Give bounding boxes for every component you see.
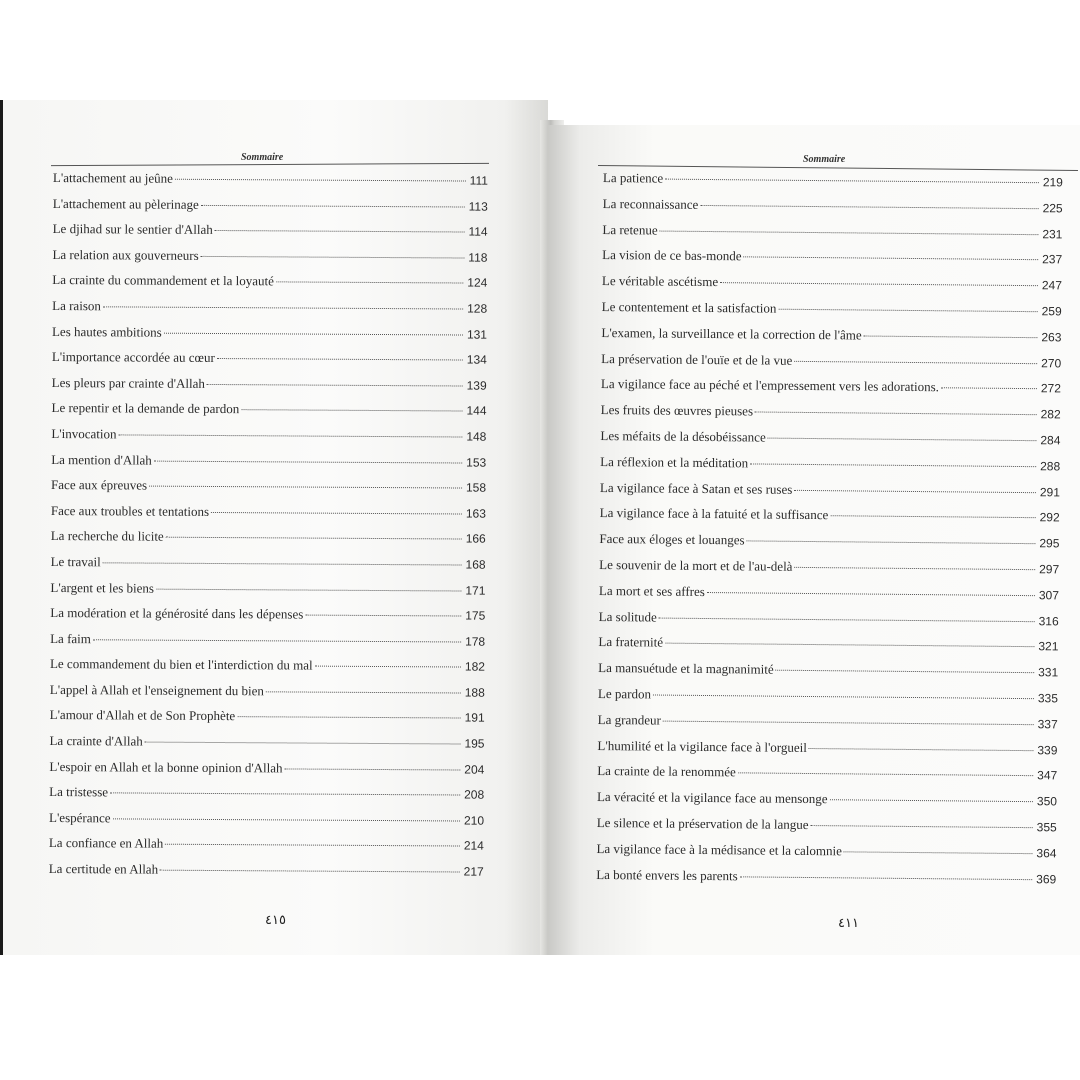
toc-entry-title: Le souvenir de la mort et de l'au-delà <box>599 556 793 574</box>
toc-entry <box>51 528 486 556</box>
toc-entry <box>49 759 484 787</box>
toc-entry-title: Les pleurs par crainte d'Allah <box>51 374 205 391</box>
toc-leader-dots <box>941 388 1037 390</box>
toc-entry-title: La vision de ce bas-monde <box>602 247 742 264</box>
toc-entry-title: La bonté envers les parents <box>596 866 738 883</box>
toc-entry-title: La reconnaissance <box>602 195 699 212</box>
right-toc-list <box>596 170 1063 897</box>
toc-entry-page: 355 <box>1036 820 1057 835</box>
toc-leader-dots <box>809 748 1033 751</box>
toc-entry <box>49 810 484 838</box>
toc-entry <box>52 349 487 377</box>
toc-entry-page: 364 <box>1036 845 1057 861</box>
toc-entry-title: Le commandement du bien et l'interdiction du mal <box>49 656 313 673</box>
toc-entry <box>53 221 488 249</box>
toc-leader-dots <box>237 717 460 719</box>
toc-leader-dots <box>830 516 1035 519</box>
toc-leader-dots <box>811 825 1033 828</box>
toc-leader-dots <box>160 870 460 873</box>
toc-entry-title: La vigilance face à Satan et ses ruses <box>599 479 793 497</box>
toc-entry-page: 163 <box>465 506 486 521</box>
toc-leader-dots <box>266 691 461 693</box>
toc-entry-title: Face aux épreuves <box>51 477 148 493</box>
toc-entry-page: 259 <box>1041 304 1062 319</box>
toc-entry-page: 339 <box>1037 742 1058 757</box>
toc-leader-dots <box>201 204 465 207</box>
toc-leader-dots <box>747 541 1036 545</box>
toc-leader-dots <box>164 332 463 335</box>
toc-entry-page: 111 <box>469 173 488 188</box>
toc-leader-dots <box>201 256 465 259</box>
toc-leader-dots <box>119 434 463 437</box>
toc-leader-dots <box>241 409 462 411</box>
toc-entry-title: La raison <box>52 297 101 314</box>
toc-entry-title: Le pardon <box>597 685 652 702</box>
toc-entry <box>596 866 1056 896</box>
toc-entry-page: 113 <box>468 199 488 214</box>
toc-leader-dots <box>653 694 1034 699</box>
toc-entry-title: La patience <box>602 170 664 186</box>
toc-entry-title: La crainte de la renommée <box>597 763 736 780</box>
toc-leader-dots <box>154 460 462 463</box>
toc-entry-title: Le djihad sur le sentier d'Allah <box>52 221 213 238</box>
toc-entry-page: 118 <box>468 250 488 265</box>
toc-leader-dots <box>740 876 1032 880</box>
toc-entry-page: 217 <box>463 864 484 879</box>
toc-leader-dots <box>149 486 462 489</box>
toc-entry <box>53 170 488 198</box>
toc-leader-dots <box>665 643 1034 648</box>
right-page <box>548 125 1080 955</box>
toc-entry-page: 316 <box>1038 613 1059 628</box>
toc-leader-dots <box>794 489 1036 492</box>
toc-entry-page: 350 <box>1036 794 1058 809</box>
toc-entry-title: La fraternité <box>598 634 664 650</box>
toc-entry-title: Les méfaits de la désobéissance <box>600 427 766 445</box>
toc-leader-dots <box>663 720 1034 725</box>
toc-leader-dots <box>768 438 1037 442</box>
toc-leader-dots <box>165 844 460 847</box>
toc-entry-title: La vigilance face à la médisance et la calomnie <box>596 840 842 859</box>
toc-entry-page: 347 <box>1037 768 1058 783</box>
toc-entry-page: 158 <box>465 480 487 495</box>
toc-leader-dots <box>755 412 1037 416</box>
toc-entry <box>49 861 484 889</box>
toc-leader-dots <box>794 567 1035 570</box>
toc-entry-page: 153 <box>466 455 487 470</box>
right-page-header: Sommaire <box>803 154 846 165</box>
toc-entry-title: L'humilité et la vigilance face à l'orgueil <box>597 737 808 755</box>
toc-leader-dots <box>207 384 463 387</box>
toc-entry-title: Face aux éloges et louanges <box>599 531 745 548</box>
toc-entry-page: 292 <box>1039 510 1060 525</box>
toc-entry-page: 284 <box>1040 433 1061 448</box>
toc-leader-dots <box>156 588 461 591</box>
toc-leader-dots <box>145 742 461 745</box>
toc-entry-page: 337 <box>1037 716 1058 732</box>
toc-entry-title: La réflexion et la méditation <box>600 453 749 471</box>
toc-entry-page: 231 <box>1042 226 1063 242</box>
toc-entry-page: 134 <box>466 352 487 367</box>
toc-entry-title: L'invocation <box>51 425 117 442</box>
toc-leader-dots <box>830 799 1033 802</box>
toc-entry <box>53 196 488 224</box>
toc-entry-page: 131 <box>466 327 488 342</box>
toc-entry-title: La vigilance face au péché et l'empressement vers les adorations. <box>600 376 940 395</box>
toc-leader-dots <box>276 282 463 284</box>
toc-leader-dots <box>110 793 460 796</box>
toc-entry-title: La mansuétude et la magnanimité <box>598 660 774 677</box>
toc-entry <box>51 477 486 505</box>
toc-entry <box>51 452 486 480</box>
toc-leader-dots <box>750 463 1036 467</box>
toc-entry-page: 282 <box>1040 407 1061 422</box>
toc-entry-title: L'attachement au pèlerinage <box>52 195 199 212</box>
toc-entry-page: 270 <box>1041 355 1062 370</box>
toc-entry-title: Le repentir et la demande de pardon <box>51 400 240 417</box>
toc-leader-dots <box>844 851 1033 854</box>
toc-entry-page: 321 <box>1038 639 1059 654</box>
toc-entry <box>49 835 484 863</box>
toc-leader-dots <box>659 617 1035 622</box>
toc-entry-title: Face aux troubles et tentations <box>50 502 210 519</box>
toc-leader-dots <box>707 592 1035 596</box>
toc-entry <box>50 682 485 710</box>
toc-entry-title: Le contentement et la satisfaction <box>601 298 777 316</box>
toc-leader-dots <box>285 768 461 770</box>
toc-entry-page: 297 <box>1039 562 1060 577</box>
right-page-number: ٤١١ <box>838 915 859 930</box>
toc-entry-title: L'examen, la surveillance et la correction de l'âme <box>601 324 862 343</box>
toc-entry-page: 335 <box>1037 691 1059 706</box>
toc-entry-title: La vigilance face à la fatuité et la suffisance <box>599 505 829 523</box>
toc-entry <box>49 733 484 761</box>
toc-leader-dots <box>166 537 462 540</box>
toc-entry-page: 291 <box>1039 484 1060 499</box>
toc-entry-title: La crainte du commandement et la loyauté <box>52 272 275 289</box>
toc-entry-page: 114 <box>468 224 488 239</box>
toc-entry-title: Les fruits des œuvres pieuses <box>600 402 754 419</box>
toc-entry-title: La recherche du licite <box>50 528 164 544</box>
toc-entry-title: Le travail <box>50 553 101 570</box>
toc-entry-page: 204 <box>464 762 485 777</box>
open-book <box>0 100 1080 955</box>
toc-leader-dots <box>315 666 461 668</box>
toc-leader-dots <box>660 230 1039 235</box>
toc-entry <box>50 707 485 735</box>
toc-leader-dots <box>103 562 462 565</box>
toc-entry-page: 175 <box>465 608 486 623</box>
toc-entry <box>52 298 487 326</box>
toc-entry-title: L'importance accordée au cœur <box>51 349 215 366</box>
toc-entry-page: 182 <box>464 659 486 674</box>
toc-leader-dots <box>305 615 461 617</box>
toc-entry-title: La certitude en Allah <box>48 861 159 877</box>
toc-entry-page: 369 <box>1036 871 1057 886</box>
toc-entry-page: 128 <box>467 301 488 316</box>
toc-entry-page: 171 <box>465 583 486 598</box>
toc-leader-dots <box>103 306 463 309</box>
toc-entry-title: Les hautes ambitions <box>51 323 162 340</box>
toc-entry-page: 195 <box>464 736 485 751</box>
toc-entry-title: L'argent et les biens <box>50 579 155 596</box>
toc-entry <box>50 579 485 607</box>
toc-entry-page: 247 <box>1041 278 1062 293</box>
toc-entry-page: 307 <box>1038 587 1060 603</box>
toc-entry-title: L'appel à Allah et l'enseignement du bien <box>49 681 264 699</box>
toc-entry-page: 168 <box>465 557 486 572</box>
toc-entry-title: La confiance en Allah <box>48 835 164 852</box>
toc-leader-dots <box>665 179 1039 184</box>
toc-entry <box>50 605 485 633</box>
toc-leader-dots <box>744 257 1039 261</box>
toc-entry-title: La grandeur <box>597 711 661 728</box>
toc-entry-title: La mort et ses affres <box>598 582 705 599</box>
toc-entry-title: La véracité et la vigilance face au mensonge <box>596 789 828 807</box>
toc-leader-dots <box>864 335 1038 338</box>
toc-entry-page: 188 <box>464 685 485 700</box>
toc-entry <box>52 247 487 275</box>
toc-entry-title: La faim <box>50 630 91 646</box>
toc-entry-page: 124 <box>467 275 488 291</box>
toc-entry <box>51 400 486 428</box>
toc-entry <box>52 375 487 403</box>
toc-entry-page: 139 <box>466 378 487 393</box>
toc-entry-title: La crainte d'Allah <box>49 733 143 749</box>
toc-entry-title: L'espérance <box>48 809 111 826</box>
left-toc-list <box>49 170 488 889</box>
left-page-header: Sommaire <box>241 152 284 163</box>
toc-entry <box>49 784 484 812</box>
toc-entry-page: 272 <box>1040 381 1061 396</box>
toc-entry-page: 178 <box>465 634 486 649</box>
toc-entry-page: 191 <box>464 710 485 726</box>
toc-entry-title: La tristesse <box>49 784 109 800</box>
toc-entry-page: 331 <box>1038 665 1059 680</box>
toc-entry-title: La retenue <box>602 221 658 238</box>
left-page <box>0 100 548 955</box>
toc-leader-dots <box>720 282 1038 286</box>
toc-leader-dots <box>217 358 463 361</box>
toc-entry-page: 166 <box>465 531 486 546</box>
toc-entry-title: Le véritable ascétisme <box>601 273 719 290</box>
toc-entry-title: La solitude <box>598 608 657 625</box>
toc-leader-dots <box>175 179 466 182</box>
toc-entry-page: 219 <box>1042 175 1063 190</box>
toc-entry-title: Le silence et la préservation de la langue <box>596 814 809 832</box>
toc-entry-page: 210 <box>463 813 485 828</box>
toc-entry-page: 263 <box>1041 329 1062 345</box>
toc-leader-dots <box>778 309 1037 312</box>
toc-entry-page: 288 <box>1040 458 1061 474</box>
toc-leader-dots <box>113 818 460 821</box>
toc-entry-page: 148 <box>466 429 487 444</box>
toc-entry <box>51 503 486 531</box>
toc-leader-dots <box>211 512 462 515</box>
toc-entry-page: 214 <box>463 838 484 854</box>
toc-leader-dots <box>215 230 465 233</box>
toc-entry-page: 295 <box>1039 536 1060 551</box>
toc-entry <box>50 656 485 684</box>
toc-entry-title: La mention d'Allah <box>51 451 152 468</box>
toc-leader-dots <box>738 773 1033 777</box>
toc-leader-dots <box>93 639 461 642</box>
toc-leader-dots <box>794 360 1037 363</box>
toc-entry-title: L'espoir en Allah et la bonne opinion d'Allah <box>49 758 283 776</box>
left-header-rule <box>51 163 489 166</box>
toc-leader-dots <box>700 205 1038 209</box>
toc-entry <box>52 324 487 352</box>
toc-entry-title: La préservation de l'ouïe et de la vue <box>601 350 793 368</box>
left-page-number: ٤١٥ <box>265 912 286 927</box>
toc-entry-title: La relation aux gouverneurs <box>52 246 199 263</box>
toc-entry <box>50 631 485 659</box>
toc-entry <box>51 426 486 454</box>
toc-entry <box>50 554 485 582</box>
toc-entry <box>52 272 487 300</box>
toc-entry-title: L'attachement au jeûne <box>52 170 174 186</box>
toc-entry-page: 144 <box>466 403 487 418</box>
toc-entry-page: 237 <box>1042 252 1063 267</box>
toc-leader-dots <box>776 670 1035 673</box>
toc-entry-title: La modération et la générosité dans les dépenses <box>50 605 304 622</box>
toc-entry-title: L'amour d'Allah et de Son Prophète <box>49 707 236 724</box>
toc-entry-page: 208 <box>464 787 485 802</box>
toc-entry-page: 225 <box>1042 201 1063 216</box>
